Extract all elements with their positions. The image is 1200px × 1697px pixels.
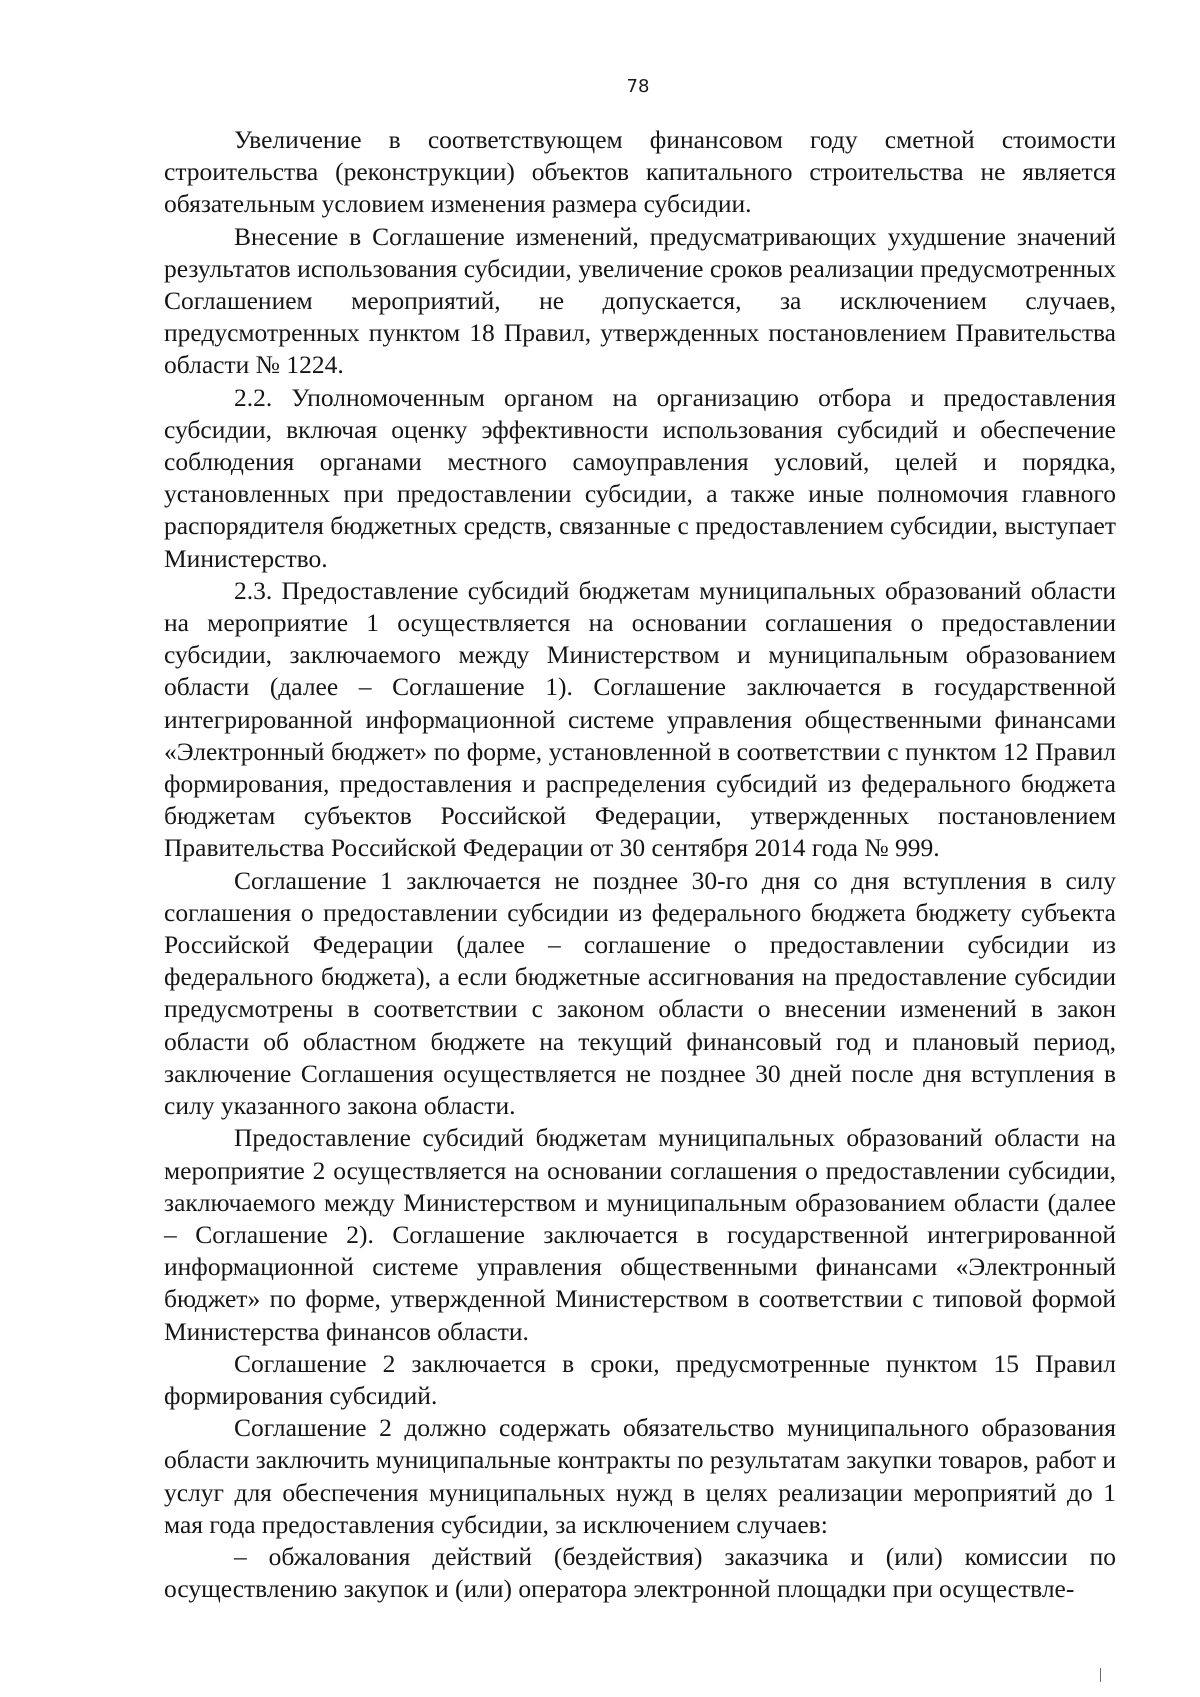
paragraph-agreement-2: Предоставление субсидий бюджетам муниципальных образований области на мероприятие 2 осуществляется на основании соглашения о предоставлении субсидии, заключаемого между Министерством и муниципальным образованием области (далее – Соглашение 2). Соглашение заключается в государственной интегрированной информационной системе управления общественными финансами «Электронный бюджет» по форме, утвержденной Министерством в соответствии с типовой формой Министерства финансов области. — [164, 1123, 1116, 1346]
paragraph-agreement-changes: Внесение в Соглашение изменений, предусматривающих ухудшение значений результатов использования субсидии, увеличение сроков реализации предусмотренных Соглашением мероприятий, не допускается, за исключением случаев, предусмотренных пунктом 18 Правил, утвержденных постановлением Правительства области № 1224. — [164, 221, 1116, 380]
paragraph-agreement-1-deadline: Соглашение 1 заключается не позднее 30-го дня со дня вступления в силу соглашения о предоставлении субсидии из федерального бюджета бюджету субъекта Российской Федерации (далее – соглашение о предоставлении субсидии из федерального бюджета), а если бюджетные ассигнования на предоставление субсидии предусмотрены в соответствии с законом области о внесении изменений в закон области об областном бюджете на текущий финансовый год и плановый период, заключение Соглашения осуществляется не позднее 30 дней после дня вступления в силу указанного закона области. — [164, 865, 1116, 1121]
paragraph-2-2-authorized-body: 2.2. Уполномоченным органом на организацию отбора и предоставления субсидии, включая оценку эффективности использования субсидий и обеспечение соблюдения органами местного самоуправления условий, целей и порядка, установленных при предоставлении субсидии, а также иные полномочия главного распорядителя бюджетных средств, связанные с предоставлением субсидии, выступает Министерство. — [164, 382, 1116, 573]
paragraph-2-3-agreement-1: 2.3. Предоставление субсидий бюджетам муниципальных образований области на мероприятие 1 осуществляется на основании соглашения о предоставлении субсидии, заключаемого между Министерством и муниципальным образованием области (далее – Соглашение 1). Соглашение заключается в государственной интегрированной информационной системе управления общественными финансами «Электронный бюджет» по форме, установленной в соответствии с пунктом 12 Правил формирования, предоставления и распределения субсидий из федерального бюджета бюджетам субъектов Российской Федерации, утвержденных постановлением Правительства Российской Федерации от 30 сентября 2014 года № 999. — [164, 575, 1116, 863]
paragraph-smeta-increase: Увеличение в соответствующем финансовом году сметной стоимости строительства (реконструкции) объектов капитального строительства не является обязательным условием изменения размера субсидии. — [164, 125, 1116, 219]
scan-mark — [1100, 1668, 1101, 1682]
document-body — [164, 124, 1116, 1605]
paragraph-agreement-2-deadline: Соглашение 2 заключается в сроки, предусмотренные пунктом 15 Правил формирования субсидий. — [164, 1348, 1116, 1410]
list-item-appeal: – обжалования действий (бездействия) заказчика и (или) комиссии по осуществлению закупок и (или) оператора электронной площадки при осуществле- — [164, 1541, 1116, 1604]
paragraph-agreement-2-obligation: Соглашение 2 должно содержать обязательство муниципального образования области заключить муниципальные контракты по результатам закупки товаров, работ и услуг для обеспечения муниципальных нужд в целях реализации мероприятий до 1 мая года предоставления субсидии, за исключением случаев: — [164, 1413, 1116, 1539]
page-number: 78 — [626, 76, 650, 97]
